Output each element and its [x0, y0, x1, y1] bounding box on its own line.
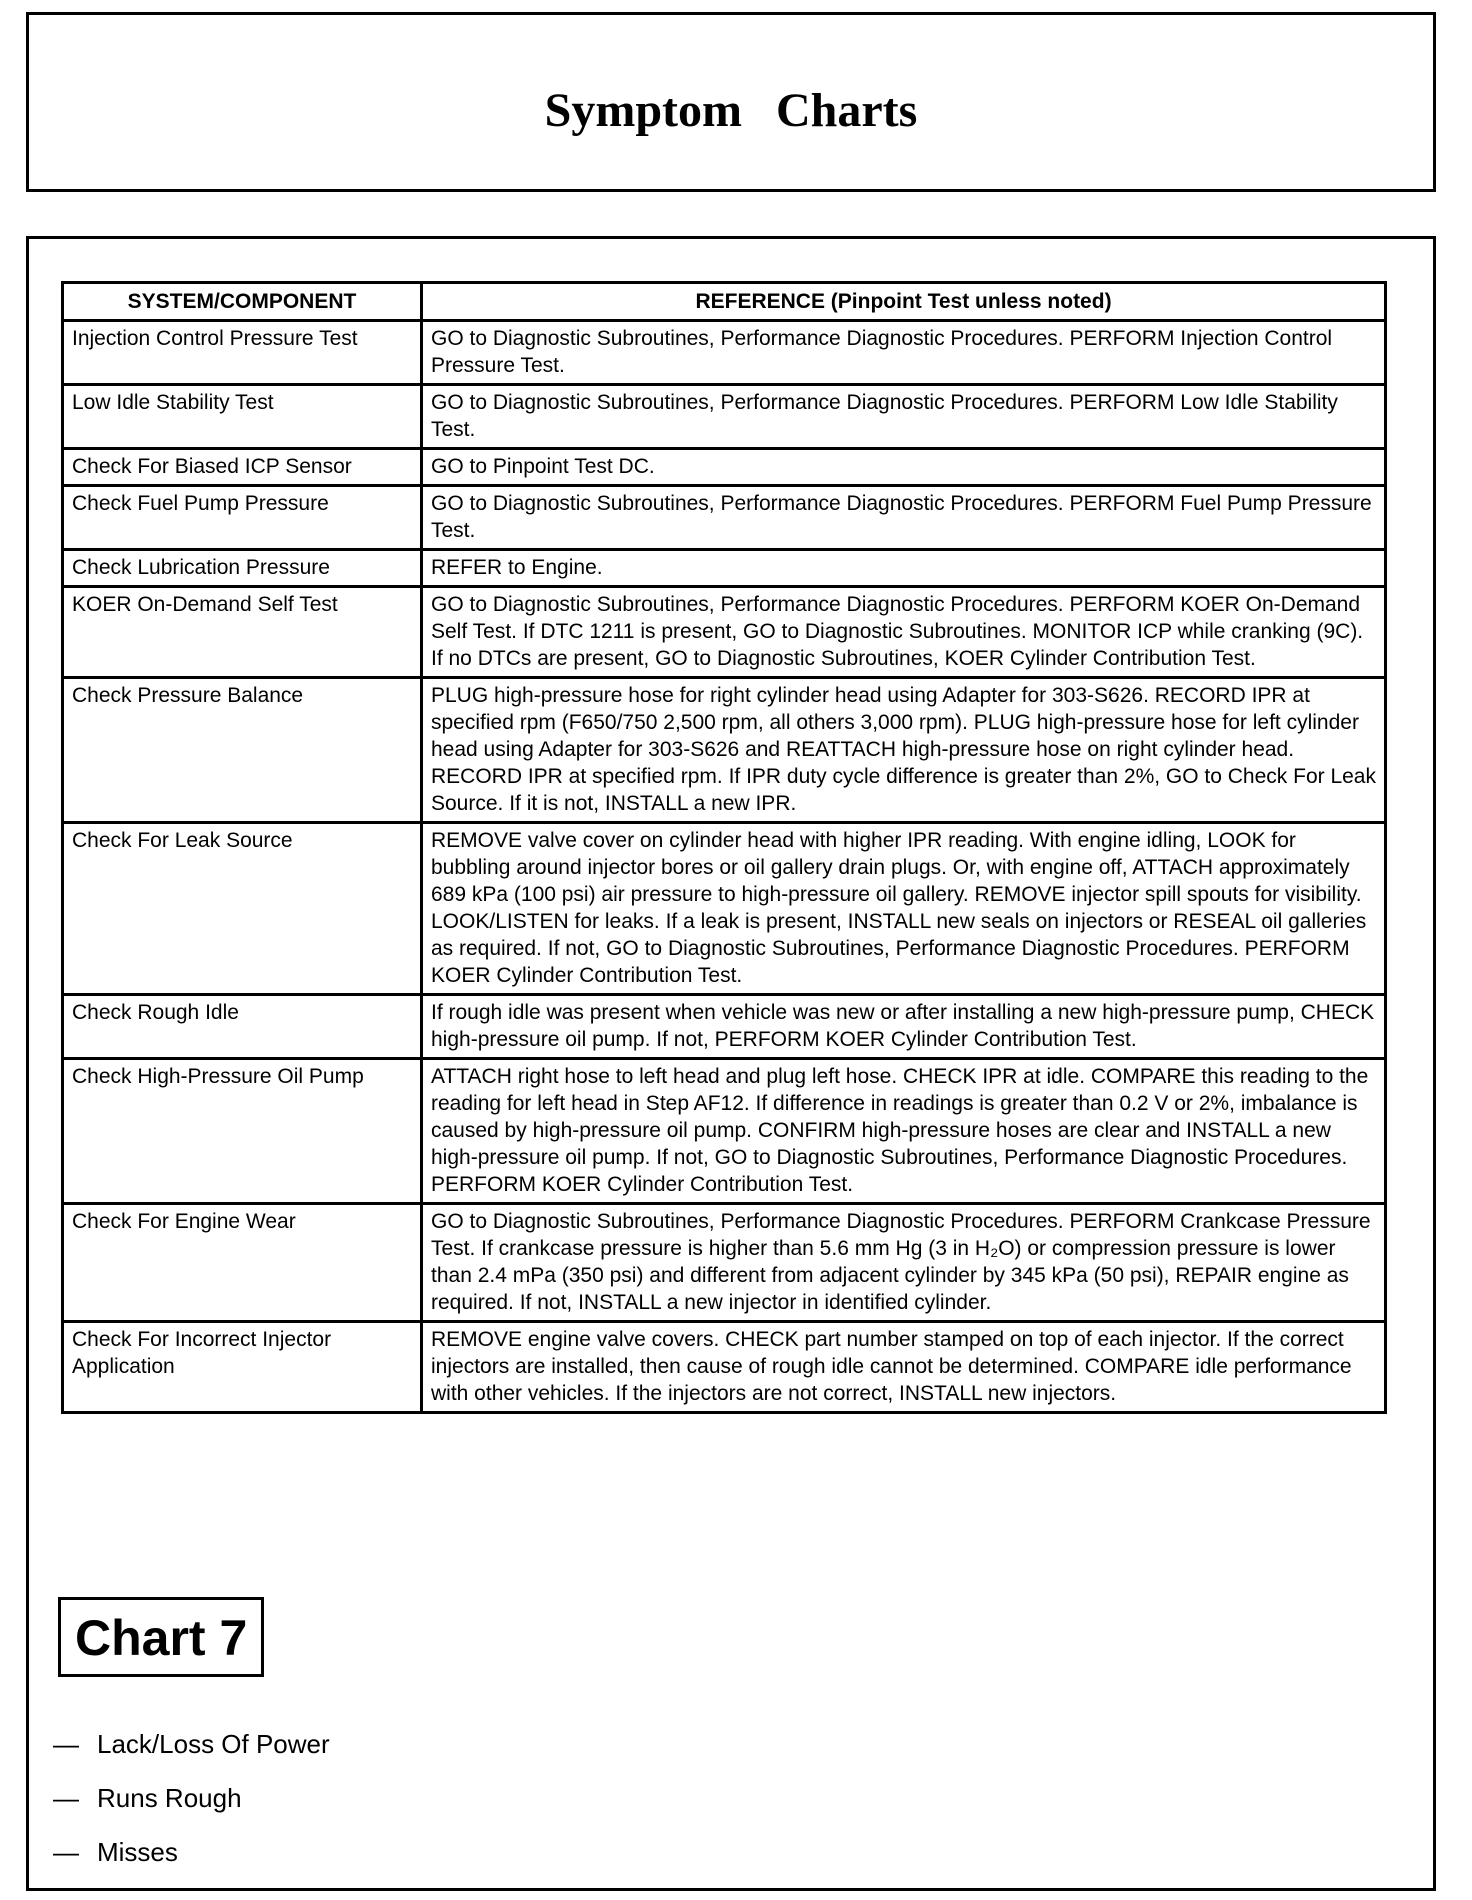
table-row — [63, 321, 1386, 385]
reference-cell: If rough idle was present when vehicle was new or after installing a new high-pressure pump, CHECK high-pressure oil pump. If not, PERFORM KOER Cylinder Contribution Test. — [422, 995, 1386, 1059]
header-reference: REFERENCE (Pinpoint Test unless noted) — [422, 283, 1386, 321]
component-cell: Check For Leak Source — [63, 823, 422, 995]
component-cell: Check Rough Idle — [63, 995, 422, 1059]
table-row — [63, 449, 1386, 486]
table-header-row — [63, 283, 1386, 321]
component-cell: Injection Control Pressure Test — [63, 321, 422, 385]
component-cell: Check Lubrication Pressure — [63, 550, 422, 587]
component-cell: Check For Incorrect Injector Application — [63, 1322, 422, 1413]
symptom-table — [61, 281, 1387, 1414]
symptom-label: Lack/Loss Of Power — [97, 1729, 330, 1759]
list-item — [53, 1783, 330, 1837]
symptom-label: Misses — [97, 1837, 178, 1867]
table-row — [63, 385, 1386, 449]
reference-cell: GO to Diagnostic Subroutines, Performance Diagnostic Procedures. PERFORM KOER On-Demand Self Test. If DTC 1211 is present, GO to Diagnostic Subroutines. MONITOR ICP while cranking (9C). If no DTCs are present, GO to Diagnostic Subroutines, KOER Cylinder Contribution Test. — [422, 587, 1386, 678]
table-row — [63, 486, 1386, 550]
component-cell: Check For Biased ICP Sensor — [63, 449, 422, 486]
symptom-label: Runs Rough — [97, 1783, 242, 1813]
symptom-list — [53, 1729, 330, 1891]
table-row — [63, 1322, 1386, 1413]
reference-cell: GO to Pinpoint Test DC. — [422, 449, 1386, 486]
reference-cell: ATTACH right hose to left head and plug left hose. CHECK IPR at idle. COMPARE this reading to the reading for left head in Step AF12. If difference in readings is greater than 0.2 V or 2%, imbalance is caused by high-pressure oil pump. CONFIRM high-pressure hoses are clear and INSTALL a new high-pressure oil pump. If not, GO to Diagnostic Subroutines, Performance Diagnostic Procedures. PERFORM KOER Cylinder Contribution Test. — [422, 1059, 1386, 1204]
dash-bullet: — — [53, 1783, 79, 1813]
table-row — [63, 823, 1386, 995]
reference-cell: GO to Diagnostic Subroutines, Performance Diagnostic Procedures. PERFORM Low Idle Stability Test. — [422, 385, 1386, 449]
component-cell: Check High-Pressure Oil Pump — [63, 1059, 422, 1204]
reference-cell: GO to Diagnostic Subroutines, Performance Diagnostic Procedures. PERFORM Injection Control Pressure Test. — [422, 321, 1386, 385]
table-row — [63, 995, 1386, 1059]
title-box — [26, 12, 1436, 192]
table-row — [63, 587, 1386, 678]
chart-section — [26, 236, 1436, 1891]
component-cell: Check Pressure Balance — [63, 678, 422, 823]
reference-cell: REMOVE engine valve covers. CHECK part number stamped on top of each injector. If the correct injectors are installed, then cause of rough idle cannot be determined. COMPARE idle performance with other vehicles. If the injectors are not correct, INSTALL new injectors. — [422, 1322, 1386, 1413]
page-title: Symptom Charts — [544, 84, 918, 137]
reference-cell: REMOVE valve cover on cylinder head with higher IPR reading. With engine idling, LOOK for bubbling around injector bores or oil gallery drain plugs. Or, with engine off, ATTACH approximately 689 kPa (100 psi) air pressure to high-pressure oil gallery. REMOVE injector spill spouts for visibility. LOOK/LISTEN for leaks. If a leak is present, INSTALL new seals on injectors or RESEAL oil galleries as required. If not, GO to Diagnostic Subroutines, Performance Diagnostic Procedures. PERFORM KOER Cylinder Contribution Test. — [422, 823, 1386, 995]
list-item — [53, 1837, 330, 1891]
reference-cell: PLUG high-pressure hose for right cylinder head using Adapter for 303-S626. RECORD IPR at specified rpm (F650/750 2,500 rpm, all others 3,000 rpm). PLUG high-pressure hose for left cylinder head using Adapter for 303-S626 and REATTACH high-pressure hose on right cylinder head. RECORD IPR at specified rpm. If IPR duty cycle difference is greater than 2%, GO to Check For Leak Source. If it is not, INSTALL a new IPR. — [422, 678, 1386, 823]
table-row — [63, 678, 1386, 823]
table-row — [63, 1204, 1386, 1322]
list-item — [53, 1729, 330, 1783]
component-cell: Low Idle Stability Test — [63, 385, 422, 449]
dash-bullet: — — [53, 1729, 79, 1759]
table-row — [63, 1059, 1386, 1204]
dash-bullet: — — [53, 1837, 79, 1867]
reference-cell: GO to Diagnostic Subroutines, Performance Diagnostic Procedures. PERFORM Fuel Pump Pressure Test. — [422, 486, 1386, 550]
header-system-component: SYSTEM/COMPONENT — [63, 283, 422, 321]
chart-label: Chart 7 — [58, 1597, 264, 1677]
component-cell: Check Fuel Pump Pressure — [63, 486, 422, 550]
component-cell: Check For Engine Wear — [63, 1204, 422, 1322]
reference-cell: GO to Diagnostic Subroutines, Performance Diagnostic Procedures. PERFORM Crankcase Pressure Test. If crankcase pressure is higher than 5.6 mm Hg (3 in H₂O) or compression pressure is lower than 2.4 mPa (350 psi) and different from adjacent cylinder by 345 kPa (50 psi), REPAIR engine as required. If not, INSTALL a new injector in identified cylinder. — [422, 1204, 1386, 1322]
table-row — [63, 550, 1386, 587]
reference-cell: REFER to Engine. — [422, 550, 1386, 587]
component-cell: KOER On-Demand Self Test — [63, 587, 422, 678]
